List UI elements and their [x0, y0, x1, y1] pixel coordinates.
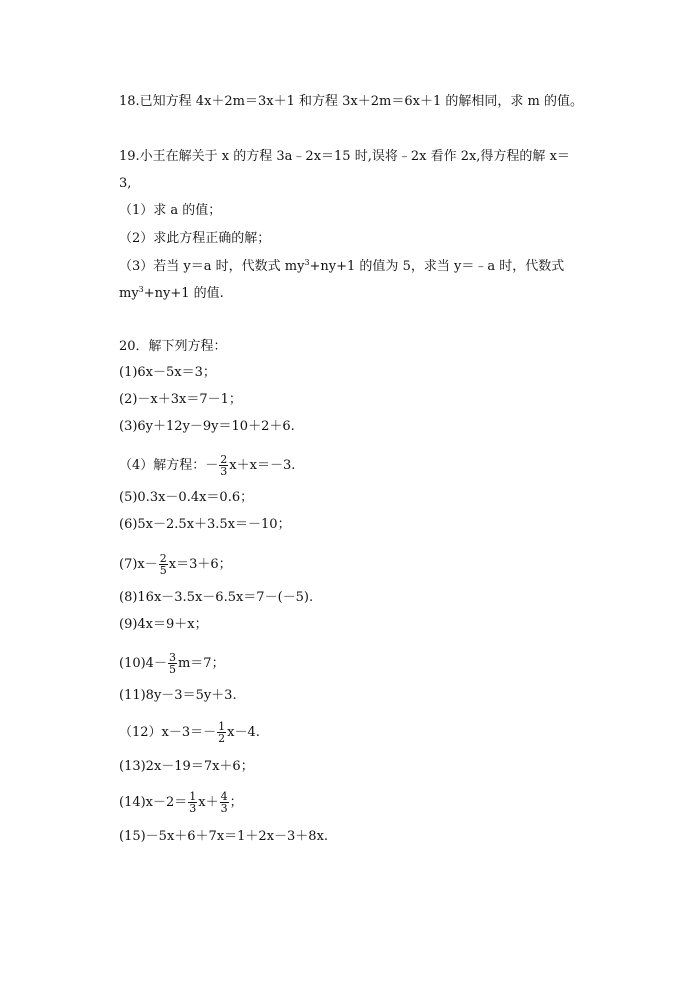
equation-11: (11)8y－3＝5y＋3.	[119, 688, 237, 703]
equation-3: (3)6y＋12y－9y＝10＋2＋6.	[119, 419, 295, 434]
equation-6: (6)5x－2.5x＋3.5x＝－10；	[119, 517, 291, 532]
equation-7: (7)x－ $\frac{2}{5}$ x＝3＋6；	[119, 552, 232, 577]
fraction: $\frac{1}{2}$	[218, 720, 226, 745]
question-19-line1: 19.小王在解关于 x 的方程 3a﹣2x＝15 时,误将﹣2x 看作 2x,得方程的解 x＝	[119, 149, 570, 164]
equation-2: (2)－x＋3x＝7－1；	[119, 392, 242, 407]
equation-10: (10)4－ $\frac{3}{5}$ m＝7；	[119, 651, 225, 676]
fraction: $\frac{3}{5}$	[168, 651, 176, 676]
question-19-part1: （1）求 a 的值；	[119, 203, 222, 218]
equation-1: (1)6x－5x＝3；	[119, 365, 216, 380]
equation-14: (14)x－2＝ $\frac{1}{3}$ x＋ $\frac{4}{3}$ ；	[119, 790, 243, 815]
fraction: $\frac{2}{3}$	[220, 453, 228, 478]
equation-15: (15)－5x＋6＋7x＝1＋2x－3＋8x.	[119, 829, 329, 844]
question-19-line2: 3,	[119, 176, 132, 191]
equation-9: (9)4x＝9＋x；	[119, 617, 208, 632]
question-20-title: 20．解下列方程：	[119, 339, 227, 354]
question-18: 18.已知方程 4x＋2m＝3x＋1 和方程 3x＋2m＝6x＋1 的解相同，求 m 的值。	[119, 94, 583, 109]
fraction: $\frac{2}{5}$	[159, 552, 167, 577]
question-19-part3-cont: $my^3+ny+1$ 的值.	[119, 285, 224, 301]
fraction: $\frac{4}{3}$	[220, 790, 228, 815]
equation-13: (13)2x－19＝7x＋6；	[119, 759, 254, 774]
equation-8: (8)16x－3.5x－6.5x＝7－(－5).	[119, 590, 314, 605]
question-19-part2: （2）求此方程正确的解；	[119, 231, 271, 246]
fraction: $\frac{1}{3}$	[189, 790, 197, 815]
equation-12: （12）x－3＝－ $\frac{1}{2}$ x－4.	[119, 720, 260, 745]
equation-4: （4）解方程：－ $\frac{2}{3}$ x＋x＝－3.	[119, 453, 296, 478]
equation-5: (5)0.3x－0.4x＝0.6；	[119, 490, 254, 505]
question-19-part3: （3）若当 y＝a 时，代数式 $my^3+ny+1$ 的值为 5，求当 y＝﹣a 时，代数式	[119, 258, 565, 274]
